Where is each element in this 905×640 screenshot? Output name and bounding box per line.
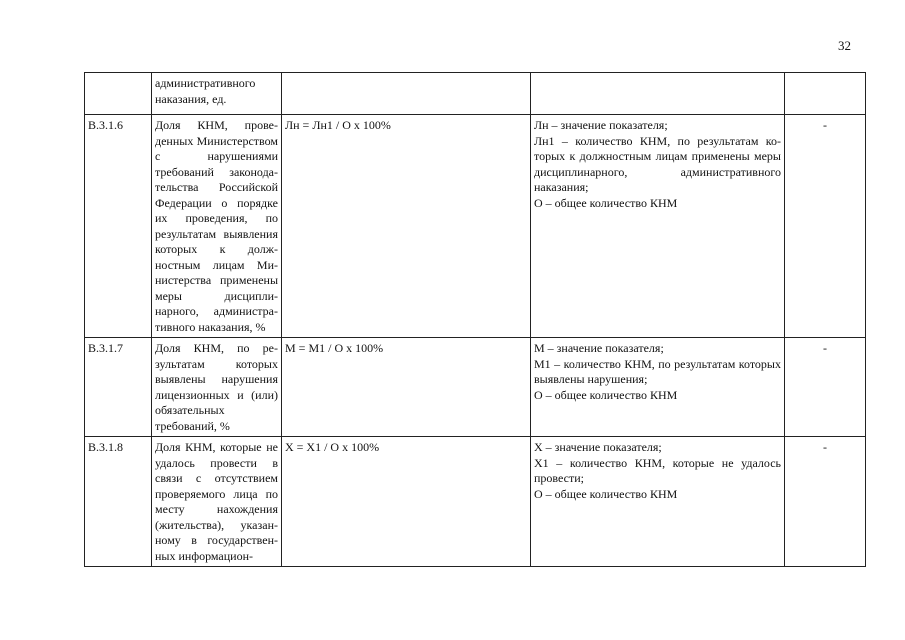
row-note [785,73,866,115]
description-line: X – значение показателя; [534,440,662,454]
row-name-text: административного наказания, ед. [155,76,256,106]
description-line: Лн1 – количество КНМ, по результатам которых к должностным лицам применены меры дисциплинарного, административного наказания; [534,133,781,194]
description-line: X1 – количество КНМ, которые не удалось провести; [534,455,781,485]
page-number: 32 [838,38,851,53]
row-name [152,437,282,567]
table-row [85,437,866,567]
row-code: В.3.1.8 [85,437,152,567]
description-line: М – значение показателя; [534,341,664,355]
row-note: - [785,115,866,338]
table-row [85,115,866,338]
indicator-table [84,72,866,567]
row-description [531,73,785,115]
row-name-text: Доля КНМ, по результатам которых выявлены нарушения лицензионных и (или) обязательных требований, % [155,341,278,433]
description-line: О – общее количество КНМ [534,195,678,210]
row-note: - [785,437,866,567]
row-formula: X = X1 / О x 100% [282,437,531,567]
row-formula: Лн = Лн1 / О x 100% [282,115,531,338]
row-name [152,115,282,338]
row-name-text: Доля КНМ, которые не удалось провести в связи с отсутствием проверяемого лица по месту нахождения (жительства), указанному в государственных информацион- [155,440,278,563]
row-code: В.3.1.7 [85,338,152,437]
row-description [531,437,785,567]
row-name [152,73,282,115]
description-line: О – общее количество КНМ [534,387,678,402]
row-description [531,338,785,437]
table-row [85,338,866,437]
row-code [85,73,152,115]
row-name [152,338,282,437]
description-line: Лн – значение показателя; [534,118,668,132]
row-formula: М = М1 / О x 100% [282,338,531,437]
row-code: В.3.1.6 [85,115,152,338]
description-line: М1 – количество КНМ, по результатам которых выявлены нарушения; [534,356,781,386]
row-formula [282,73,531,115]
row-name-text: Доля КНМ, проведенных Министерством с нарушениями требований законодательства Российской Федерации о порядке их проведения, по результатам выявления которых к должностным лицам Министерства применены меры дисциплинарного, административного наказания, % [155,118,278,334]
row-note: - [785,338,866,437]
row-description [531,115,785,338]
table-row [85,73,866,115]
description-line: О – общее количество КНМ [534,486,678,501]
